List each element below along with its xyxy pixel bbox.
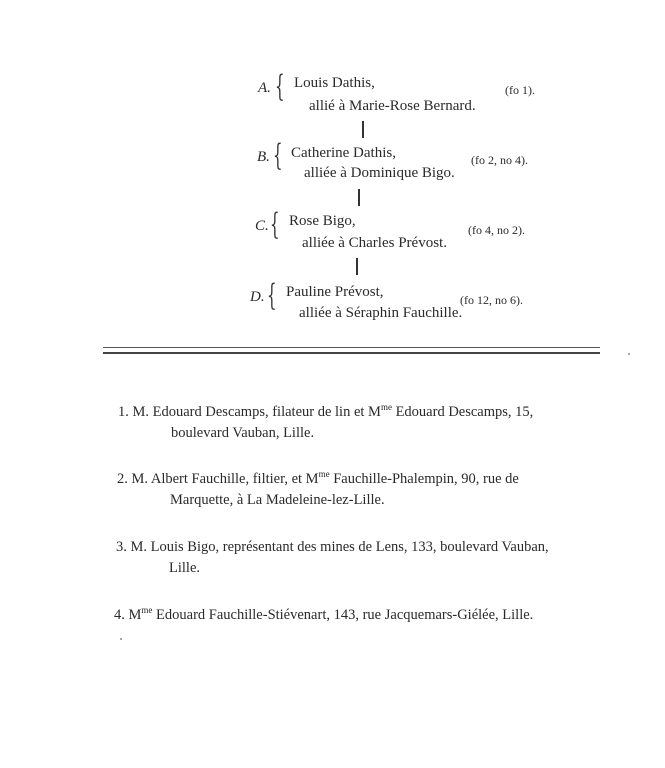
section-divider xyxy=(103,347,600,354)
person-name: Pauline Prévost, xyxy=(286,284,384,300)
brace-icon: { xyxy=(270,207,280,242)
address-superscript: me xyxy=(318,469,330,480)
address-first-line xyxy=(118,402,533,423)
address-number: 2. xyxy=(117,471,128,487)
person-name: Rose Bigo, xyxy=(289,213,356,229)
address-text-pre: M. Edouard Descamps, filateur de lin et M xyxy=(132,404,381,420)
address-text-post: Edouard Descamps, 15, xyxy=(391,404,534,420)
address-entry-3 xyxy=(116,537,549,579)
address-first-line xyxy=(117,469,519,490)
generation-letter: A. xyxy=(258,80,271,96)
folio-reference: (fo 1). xyxy=(505,83,535,97)
brace-icon: { xyxy=(275,69,285,104)
address-superscript: me xyxy=(380,402,392,413)
address-text-pre: M xyxy=(128,607,142,623)
address-superscript: me xyxy=(141,605,153,616)
folio-reference: (fo 12, no 6). xyxy=(460,293,523,307)
address-entry-1 xyxy=(118,402,533,444)
folio-reference: (fo 4, no 2). xyxy=(468,223,525,237)
person-name: Louis Dathis, xyxy=(294,75,375,91)
spouse-line: alliée à Dominique Bigo. xyxy=(304,165,455,181)
brace-icon: { xyxy=(267,278,277,313)
address-second-line: boulevard Vauban, Lille. xyxy=(171,425,315,441)
generation-letter: B. xyxy=(257,149,270,165)
folio-reference: (fo 2, no 4). xyxy=(471,153,528,167)
address-text-post: Edouard Fauchille-Stiévenart, 143, rue Jacquemars-Giélée, Lille. xyxy=(152,607,534,623)
address-text-pre: M. Louis Bigo, représentant des mines de Lens, 133, boulevard Vauban, xyxy=(130,539,549,555)
generation-letter: C. xyxy=(255,218,269,234)
paper-speck xyxy=(120,638,122,640)
address-number: 3. xyxy=(116,539,127,555)
lineage-connector xyxy=(362,121,364,138)
address-entry-4 xyxy=(114,605,533,626)
paper-speck xyxy=(628,353,630,355)
address-text-post: Fauchille-Phalempin, 90, rue de xyxy=(329,471,519,487)
address-first-line xyxy=(116,537,549,558)
generation-letter: D. xyxy=(250,289,265,305)
lineage-connector xyxy=(358,189,360,206)
brace-icon: { xyxy=(273,138,283,173)
address-number: 4. xyxy=(114,607,125,623)
address-first-line xyxy=(114,605,533,626)
address-second-line: Lille. xyxy=(169,560,201,576)
lineage-connector xyxy=(356,258,358,275)
spouse-line: alliée à Charles Prévost. xyxy=(302,235,447,251)
address-entry-2 xyxy=(117,469,519,511)
spouse-line: allié à Marie-Rose Bernard. xyxy=(309,98,476,114)
spouse-line: alliée à Séraphin Fauchille. xyxy=(299,305,463,321)
person-name: Catherine Dathis, xyxy=(291,145,396,161)
address-text-pre: M. Albert Fauchille, filtier, et M xyxy=(131,471,319,487)
address-number: 1. xyxy=(118,404,129,420)
address-second-line: Marquette, à La Madeleine-lez-Lille. xyxy=(170,492,385,508)
